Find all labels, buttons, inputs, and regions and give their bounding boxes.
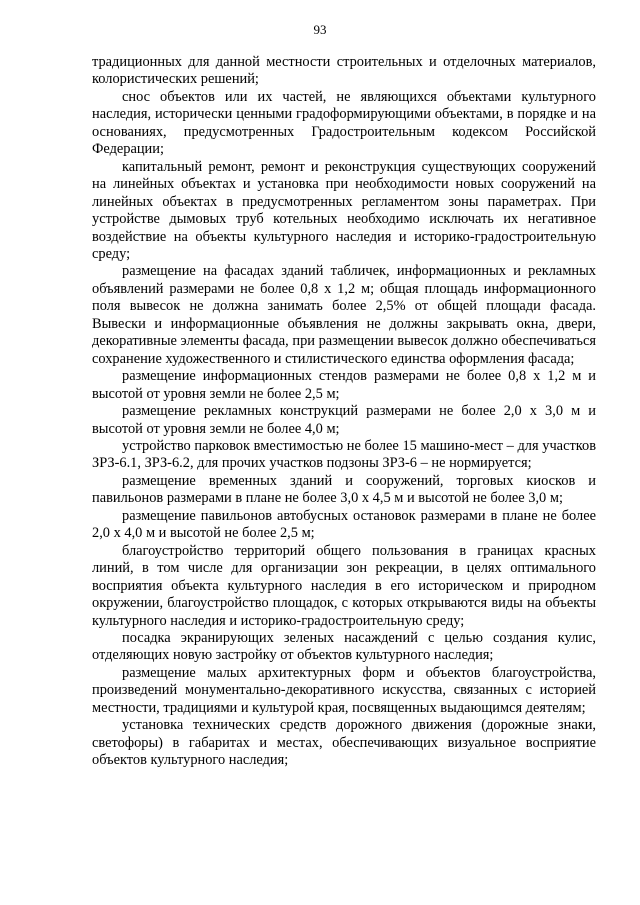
paragraph-green-screening: посадка экранирующих зеленых насаждений с целью создания кулис, отделяющих новую застройку от объектов культурного наследия; [92, 629, 596, 664]
paragraph-small-architecture: размещение малых архитектурных форм и объектов благоустройства, произведений монументально-декоративного искусства, связанных с историей местности, традициями и культурой края, посвященных выдающимся деятелям; [92, 664, 596, 716]
paragraph-continuation: традиционных для данной местности строительных и отделочных материалов, колористических решений; [92, 54, 596, 88]
document-body [92, 54, 596, 770]
paragraph-capital-repair: капитальный ремонт, ремонт и реконструкция существующих сооружений на линейных объектах и установка при необходимости новых сооружений на линейных объектах в предусмотренных регламентом зоны параметрах. При устройстве дымовых труб котельных необходимо исключать их негативное воздействие на объекты культурного наследия и историко-градостроительную среду; [92, 158, 596, 262]
paragraph-parking: устройство парковок вместимостью не более 15 машино-мест – для участков ЗРЗ-6.1, ЗРЗ-6.2, для прочих участков подзоны ЗРЗ-6 – не нормируется; [92, 437, 596, 472]
paragraph-temporary-buildings: размещение временных зданий и сооружений, торговых киосков и павильонов размерами в плане не более 3,0 х 4,5 м и высотой не более 3,0 м; [92, 472, 596, 507]
paragraph-bus-stops: размещение павильонов автобусных остановок размерами в плане не более 2,0 х 4,0 м и высотой не более 2,5 м; [92, 507, 596, 542]
page-number: 93 [313, 22, 327, 37]
paragraph-ad-structures: размещение рекламных конструкций размерами не более 2,0 х 3,0 м и высотой от уровня земли не более 4,0 м; [92, 403, 596, 437]
paragraph-landscaping: благоустройство территорий общего пользования в границах красных линий, в том числе для организации зон рекреации, в целях оптимального восприятия объекта культурного наследия в его историческом и природном окружении, благоустройство площадок, с которых открываются виды на объекты культурного наследия и историко-градостроительную среду; [92, 542, 596, 629]
paragraph-demolition: снос объектов или их частей, не являющихся объектами культурного наследия, исторически ценными градоформирующими объектами, в порядке и на основаниях, предусмотренных Градостроительным кодексом Российской Федерации; [92, 88, 596, 158]
paragraph-facade-signs: размещение на фасадах зданий табличек, информационных и рекламных объявлений размерами не более 0,8 х 1,2 м; общая площадь информационного поля вывесок не должна занимать более 2,5% от общей площади фасада. Вывески и информационные объявления не должны закрывать окна, двери, декоративные элементы фасада, при размещении вывесок должно обеспечиваться сохранение художественного и стилистического единства оформления фасада; [92, 263, 596, 367]
paragraph-traffic-devices: установка технических средств дорожного движения (дорожные знаки, светофоры) в габаритах и местах, обеспечивающих визуальное восприятие объектов культурного наследия; [92, 717, 596, 769]
paragraph-info-stands: размещение информационных стендов размерами не более 0,8 х 1,2 м и высотой от уровня земли не более 2,5 м; [92, 368, 596, 402]
